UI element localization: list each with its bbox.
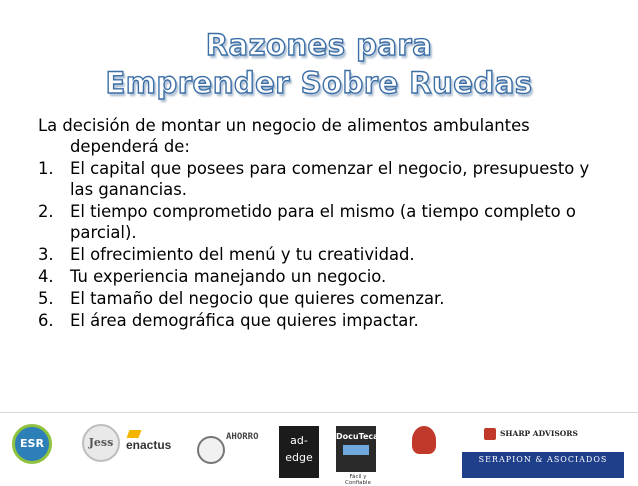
adedge-logo (279, 426, 319, 478)
list-number: 6. (38, 311, 54, 330)
adedge-top: ad- (290, 434, 308, 447)
title-line-1: Razones para (205, 28, 433, 62)
list-item (38, 288, 598, 309)
docuteca-logo (336, 426, 379, 472)
list-item (38, 266, 598, 287)
list-item-text: El capital que posees para comenzar el negocio, presupuesto y las ganancias. (70, 159, 590, 199)
list-item-text: El ofrecimiento del menú y tu creatividad. (70, 245, 415, 264)
list-item (38, 158, 598, 200)
professional-consulting-icon (412, 426, 436, 454)
esr-logo-text: ESR (20, 437, 44, 450)
intro-text: La decisión de montar un negocio de alimentos ambulantes dependerá de: (38, 116, 530, 156)
sharp-advisors-logo: SHARP ADVISORS (500, 429, 578, 438)
enactus-logo: enactus (126, 438, 172, 452)
list-item-text: El tamaño del negocio que quieres comenzar. (70, 289, 445, 308)
title-line-2: Emprender Sobre Ruedas (105, 66, 533, 100)
docuteca-tagline: Fácil y Confiable (345, 474, 371, 486)
cert-badge-icon (197, 436, 225, 464)
slide-title (0, 26, 638, 102)
adedge-bottom: edge (285, 451, 313, 464)
divider (0, 412, 638, 413)
sharp-advisors-icon (484, 428, 496, 440)
esr-logo (12, 424, 52, 464)
list-number: 3. (38, 245, 54, 264)
list-number: 4. (38, 267, 54, 286)
list-item (38, 244, 598, 265)
jess-logo: Jess (82, 424, 120, 462)
docuteca-mark-icon (343, 445, 369, 455)
list-item-text: Tu experiencia manejando un negocio. (70, 267, 387, 286)
cert-logo: AHORRO (226, 432, 259, 442)
serapion-logo (462, 452, 624, 478)
list-number: 2. (38, 202, 54, 221)
list-item (38, 310, 598, 331)
list-number: 5. (38, 289, 54, 308)
docuteca-name: DocuTeca (336, 432, 379, 441)
list-item-text: El área demográfica que quieres impactar. (70, 311, 419, 330)
reasons-list (38, 158, 598, 331)
sponsor-logos (0, 414, 638, 486)
list-number: 1. (38, 159, 54, 178)
slide-body (38, 115, 598, 332)
enactus-mark-icon (127, 430, 142, 438)
list-item (38, 201, 598, 243)
list-item-text: El tiempo comprometido para el mismo (a tiempo completo o parcial). (70, 202, 576, 242)
serapion-name: SERAPION & ASOCIADOS (478, 455, 608, 464)
